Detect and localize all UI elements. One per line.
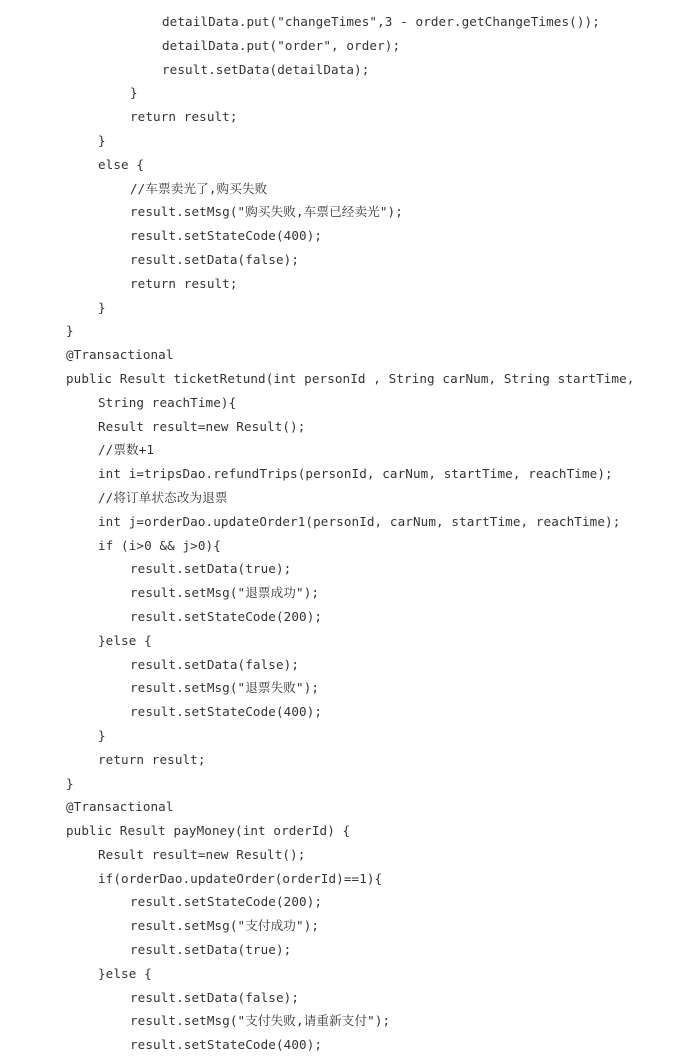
code-line: result.setMsg("退票失败");	[130, 680, 320, 696]
code-line: @Transactional	[66, 347, 174, 363]
code-line: detailData.put("order", order);	[162, 37, 401, 53]
code-line: Result result=new Result();	[98, 846, 306, 862]
code-line: //车票卖光了,购买失败	[130, 180, 268, 196]
code-line: result.setData(true);	[130, 561, 292, 577]
code-line: result.setMsg("购买失败,车票已经卖光");	[130, 204, 403, 220]
code-line: result.setData(true);	[130, 942, 292, 958]
code-line: if (i>0 && j>0){	[98, 537, 221, 553]
code-line: }else {	[98, 632, 152, 648]
code-line: //票数+1	[98, 442, 155, 458]
code-line: result.setStateCode(400);	[130, 228, 323, 244]
code-line: return result;	[130, 275, 238, 291]
code-line: @Transactional	[66, 799, 174, 815]
code-line: int i=tripsDao.refundTrips(personId, carNum, startTime, reachTime);	[98, 466, 613, 482]
code-line: result.setMsg("支付成功");	[130, 918, 320, 934]
code-line: }	[130, 85, 138, 101]
code-line: Result result=new Result();	[98, 418, 306, 434]
code-line: result.setMsg("支付失败,请重新支付");	[130, 1013, 391, 1029]
code-line: }	[66, 323, 74, 339]
code-listing	[0, 10, 692, 1057]
code-line: }else {	[98, 965, 152, 981]
code-line: detailData.put("changeTimes",3 - order.getChangeTimes());	[162, 14, 600, 29]
code-line: String reachTime){	[98, 394, 237, 410]
code-line: }	[66, 775, 74, 791]
code-line: result.setStateCode(400);	[130, 704, 323, 720]
code-line: if(orderDao.updateOrder(orderId)==1){	[98, 870, 383, 886]
code-line: result.setData(detailData);	[162, 61, 370, 77]
code-line: int j=orderDao.updateOrder1(personId, carNum, startTime, reachTime);	[98, 513, 621, 529]
code-line: return result;	[98, 751, 206, 767]
code-line: }	[98, 299, 106, 315]
code-line: result.setStateCode(400);	[130, 1037, 323, 1053]
code-line: result.setStateCode(200);	[130, 894, 323, 910]
code-line: result.setData(false);	[130, 251, 300, 267]
code-line: result.setData(false);	[130, 989, 300, 1005]
code-line: return result;	[130, 109, 238, 125]
code-line: //将订单状态改为退票	[98, 489, 228, 505]
code-line: result.setMsg("退票成功");	[130, 585, 320, 601]
code-line: result.setStateCode(200);	[130, 608, 323, 624]
code-line: public Result ticketRetund(int personId , String carNum, String startTime,	[66, 370, 635, 386]
code-line: }	[98, 727, 106, 743]
code-line: public Result payMoney(int orderId) {	[66, 823, 351, 839]
code-line: result.setData(false);	[130, 656, 300, 672]
code-line: else {	[98, 156, 145, 172]
code-line: }	[98, 132, 106, 148]
